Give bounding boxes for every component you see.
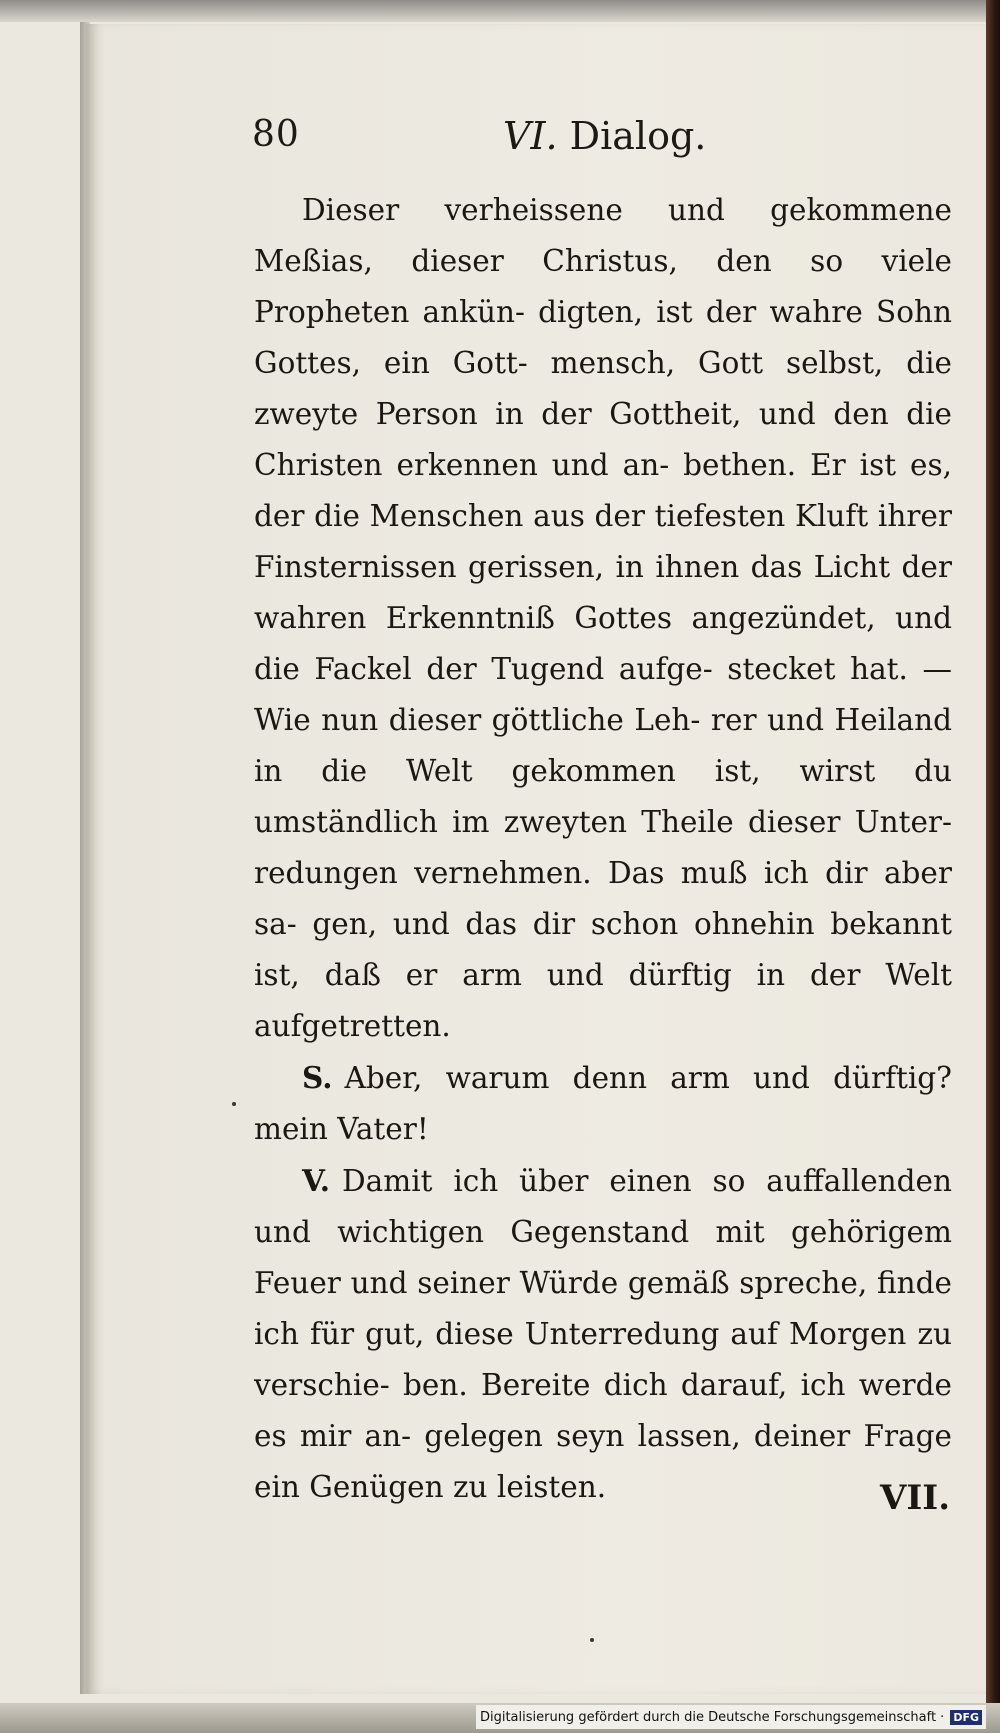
digitization-credit [476,1705,986,1729]
paragraph-1: Dieser verheissene und gekommene Meßias, dieser Christus, den so viele Propheten ankün- digten, ist der wahre Sohn Gottes, ein Gott- mensch, Gott selbst, die zweyte Person in der Gottheit, und den die Christen erkennen und an- bethen. Er ist es, der die Menschen aus der tiefesten Kluft ihrer Finsternissen gerissen, in ihnen das Licht der wahren Erkenntniß Gottes angezündet, und die Fackel der Tugend aufge- stecket hat. — Wie nun dieser göttliche Leh- rer und Heiland in die Welt gekommen ist, wirst du umständlich im zweyten Theile dieser Unter- redungen vernehmen. Das muß ich dir aber sa- gen, und das dir schon ohnehin bekannt ist, daß er arm und dürftig in der Welt aufgetretten. [254,193,952,1043]
scan-top-edge [0,0,1000,22]
running-head-text: Dialog. [569,114,707,158]
paragraph-2-text: Aber, warum denn arm und dürftig? mein Vater! [254,1061,952,1146]
speck [590,1638,594,1642]
credit-text: Digitalisierung gefördert durch die Deutsche Forschungsgemeinschaft · [479,1709,945,1725]
body-text [254,185,952,1513]
dfg-logo: DFG [950,1710,982,1725]
book-cover-edge [986,0,1000,1733]
speck [232,1102,236,1106]
catchword: VII. [880,1478,951,1518]
paragraph-3-text: Damit ich über einen so auffallenden und wichtigen Gegenstand mit gehörigem Feuer und seiner Würde gemäß spreche, finde ich für gut, diese Unterredung auf Morgen zu verschie- ben. Bereite dich darauf, ich werde es mir an- gelegen seyn lassen, deiner Frage ein Genügen zu leisten. [254,1164,952,1504]
running-head [503,114,706,158]
speaker-label: V. [302,1163,331,1198]
running-head-roman: VI. [503,114,558,158]
page-header [168,114,808,166]
page-number: 80 [252,114,300,155]
speaker-label: S. [302,1060,333,1095]
paragraph-2 [254,1052,952,1155]
paragraph-3 [254,1155,952,1513]
